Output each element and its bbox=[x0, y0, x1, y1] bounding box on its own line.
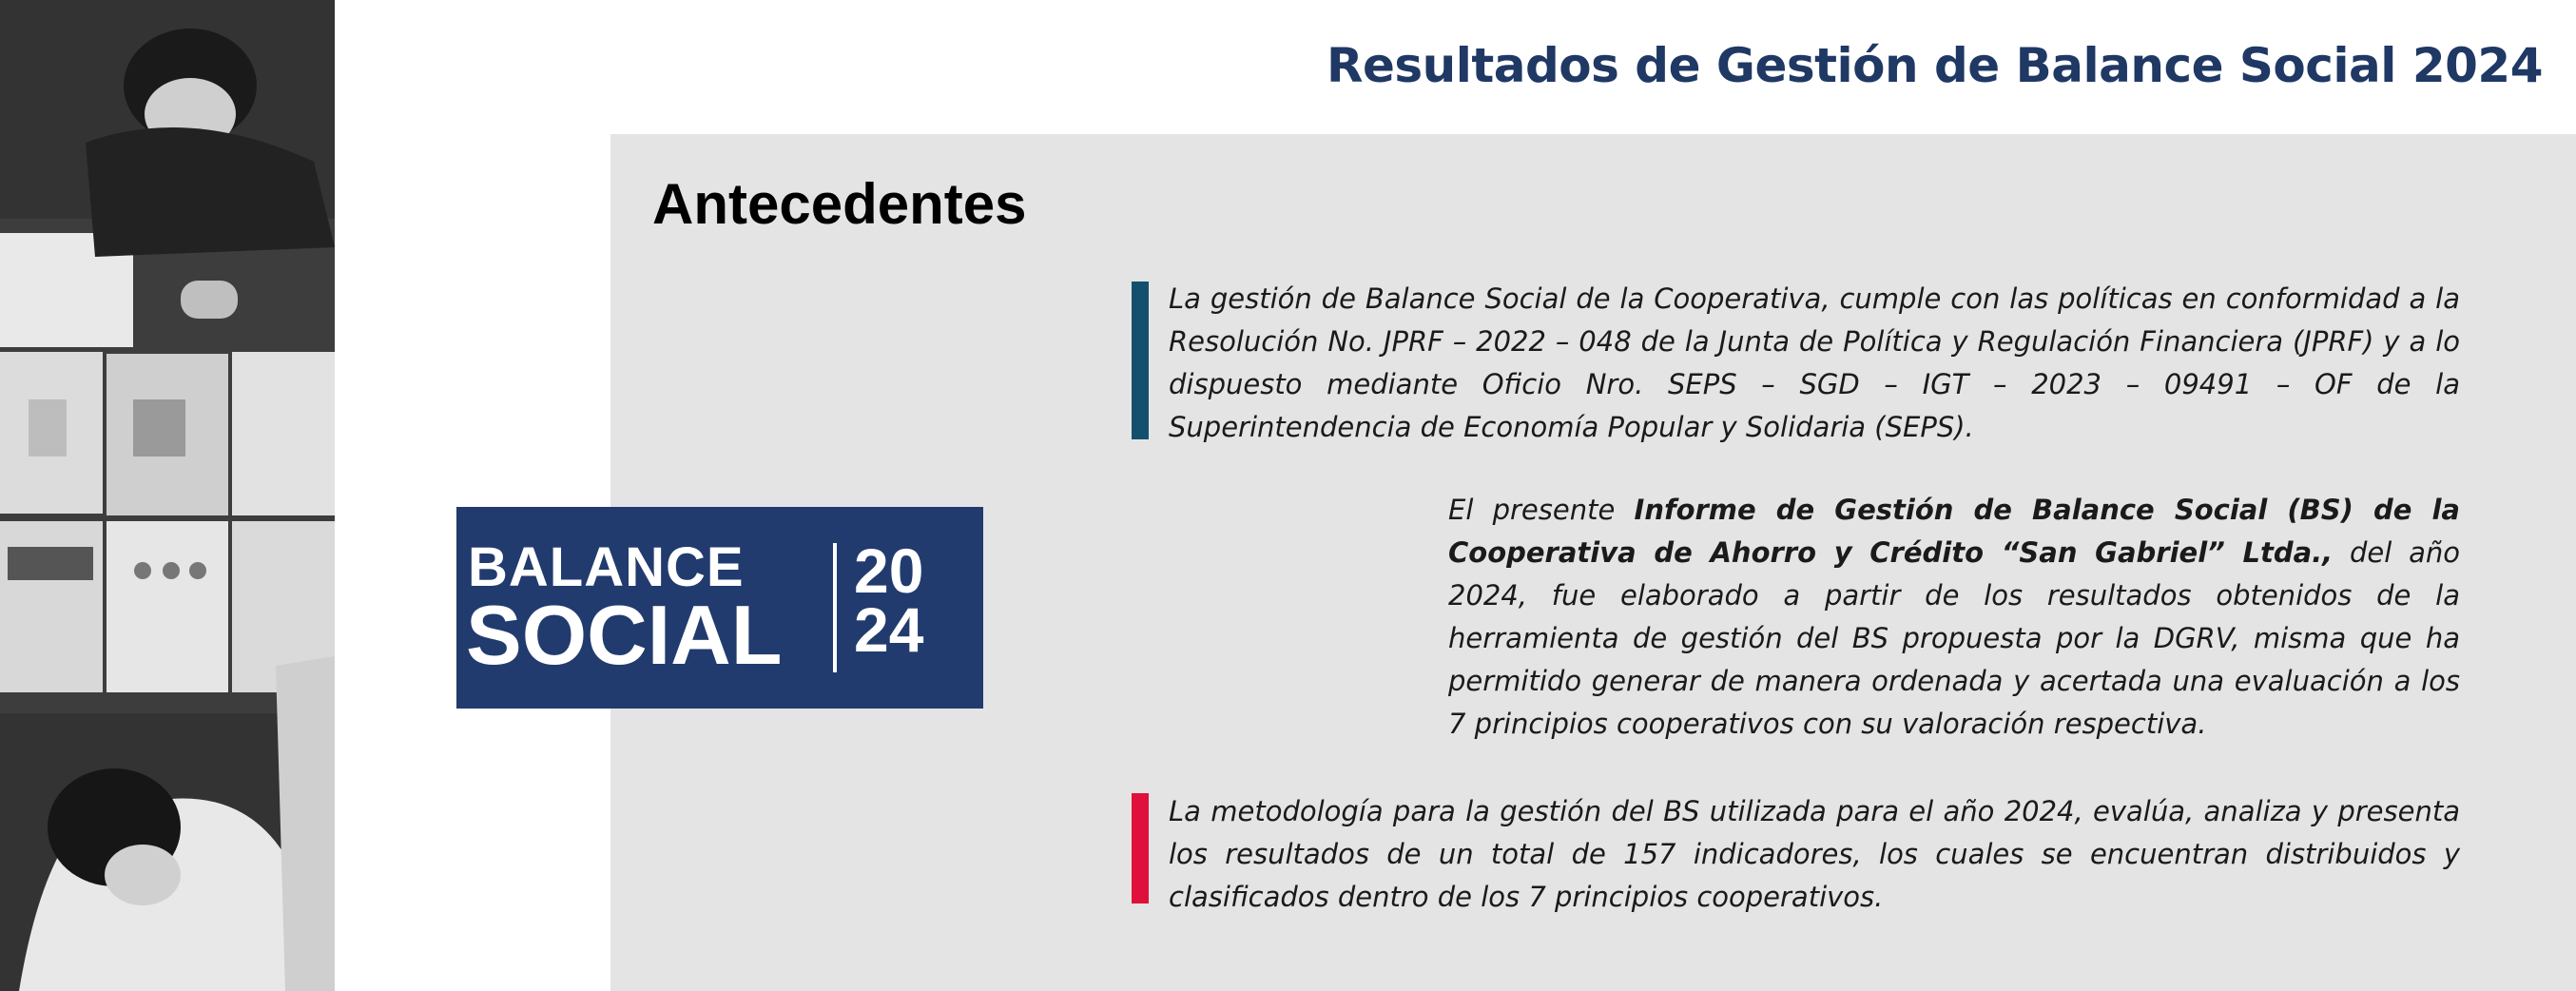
logo-line-social: SOCIAL bbox=[466, 588, 783, 682]
accent-bar-blue bbox=[1132, 282, 1149, 439]
logo-year-bottom: 24 bbox=[854, 594, 924, 665]
paragraph-regulation: La gestión de Balance Social de la Cooperativa, cumple con las políticas en conformidad a la Resolución No. JPRF – 2022 – 048 de la Junta de Política y Regulación Financiera (JPRF) y a lo dispuesto mediante Oficio Nro. SEPS – SGD – IGT – 2023 – 09491 – OF de la Superintendencia de Economía Popular y Solidaria (SEPS). bbox=[1169, 282, 2460, 443]
logo-year bbox=[854, 535, 924, 665]
paragraph-report-lead: El presente bbox=[1448, 494, 1635, 526]
paragraph-report-bold: Informe de Gestión de Balance Social (BS) de la Cooperativa de Ahorro y Crédito “San Gabriel” Ltda., bbox=[1448, 494, 2460, 569]
office-photo-illustration bbox=[0, 0, 335, 991]
logo-line-balance: BALANCE bbox=[468, 536, 745, 598]
balance-social-logo bbox=[456, 507, 983, 709]
page-title: Resultados de Gestión de Balance Social 2024 bbox=[1326, 38, 2543, 93]
paragraph-methodology: La metodología para la gestión del BS utilizada para el año 2024, evalúa, analiza y presenta los resultados de un total de 157 indicadores, los cuales se encuentran distribuidos y clasificados dentro de los 7 principios cooperativos. bbox=[1169, 795, 2460, 913]
accent-bar-red bbox=[1132, 793, 1149, 904]
paragraph-report bbox=[1448, 489, 2460, 746]
section-title: Antecedentes bbox=[652, 172, 1027, 236]
logo-year-top: 20 bbox=[854, 535, 924, 606]
office-photo bbox=[0, 0, 335, 991]
logo-divider bbox=[833, 543, 837, 672]
paragraph-report-rest: del año 2024, fue elaborado a partir de los resultados obtenidos de la herramienta de gestión del BS propuesta por la DGRV, misma que ha permitido generar de manera ordenada y acertada una evaluación a los 7 principios cooperativos con su valoración respectiva. bbox=[1448, 536, 2460, 740]
